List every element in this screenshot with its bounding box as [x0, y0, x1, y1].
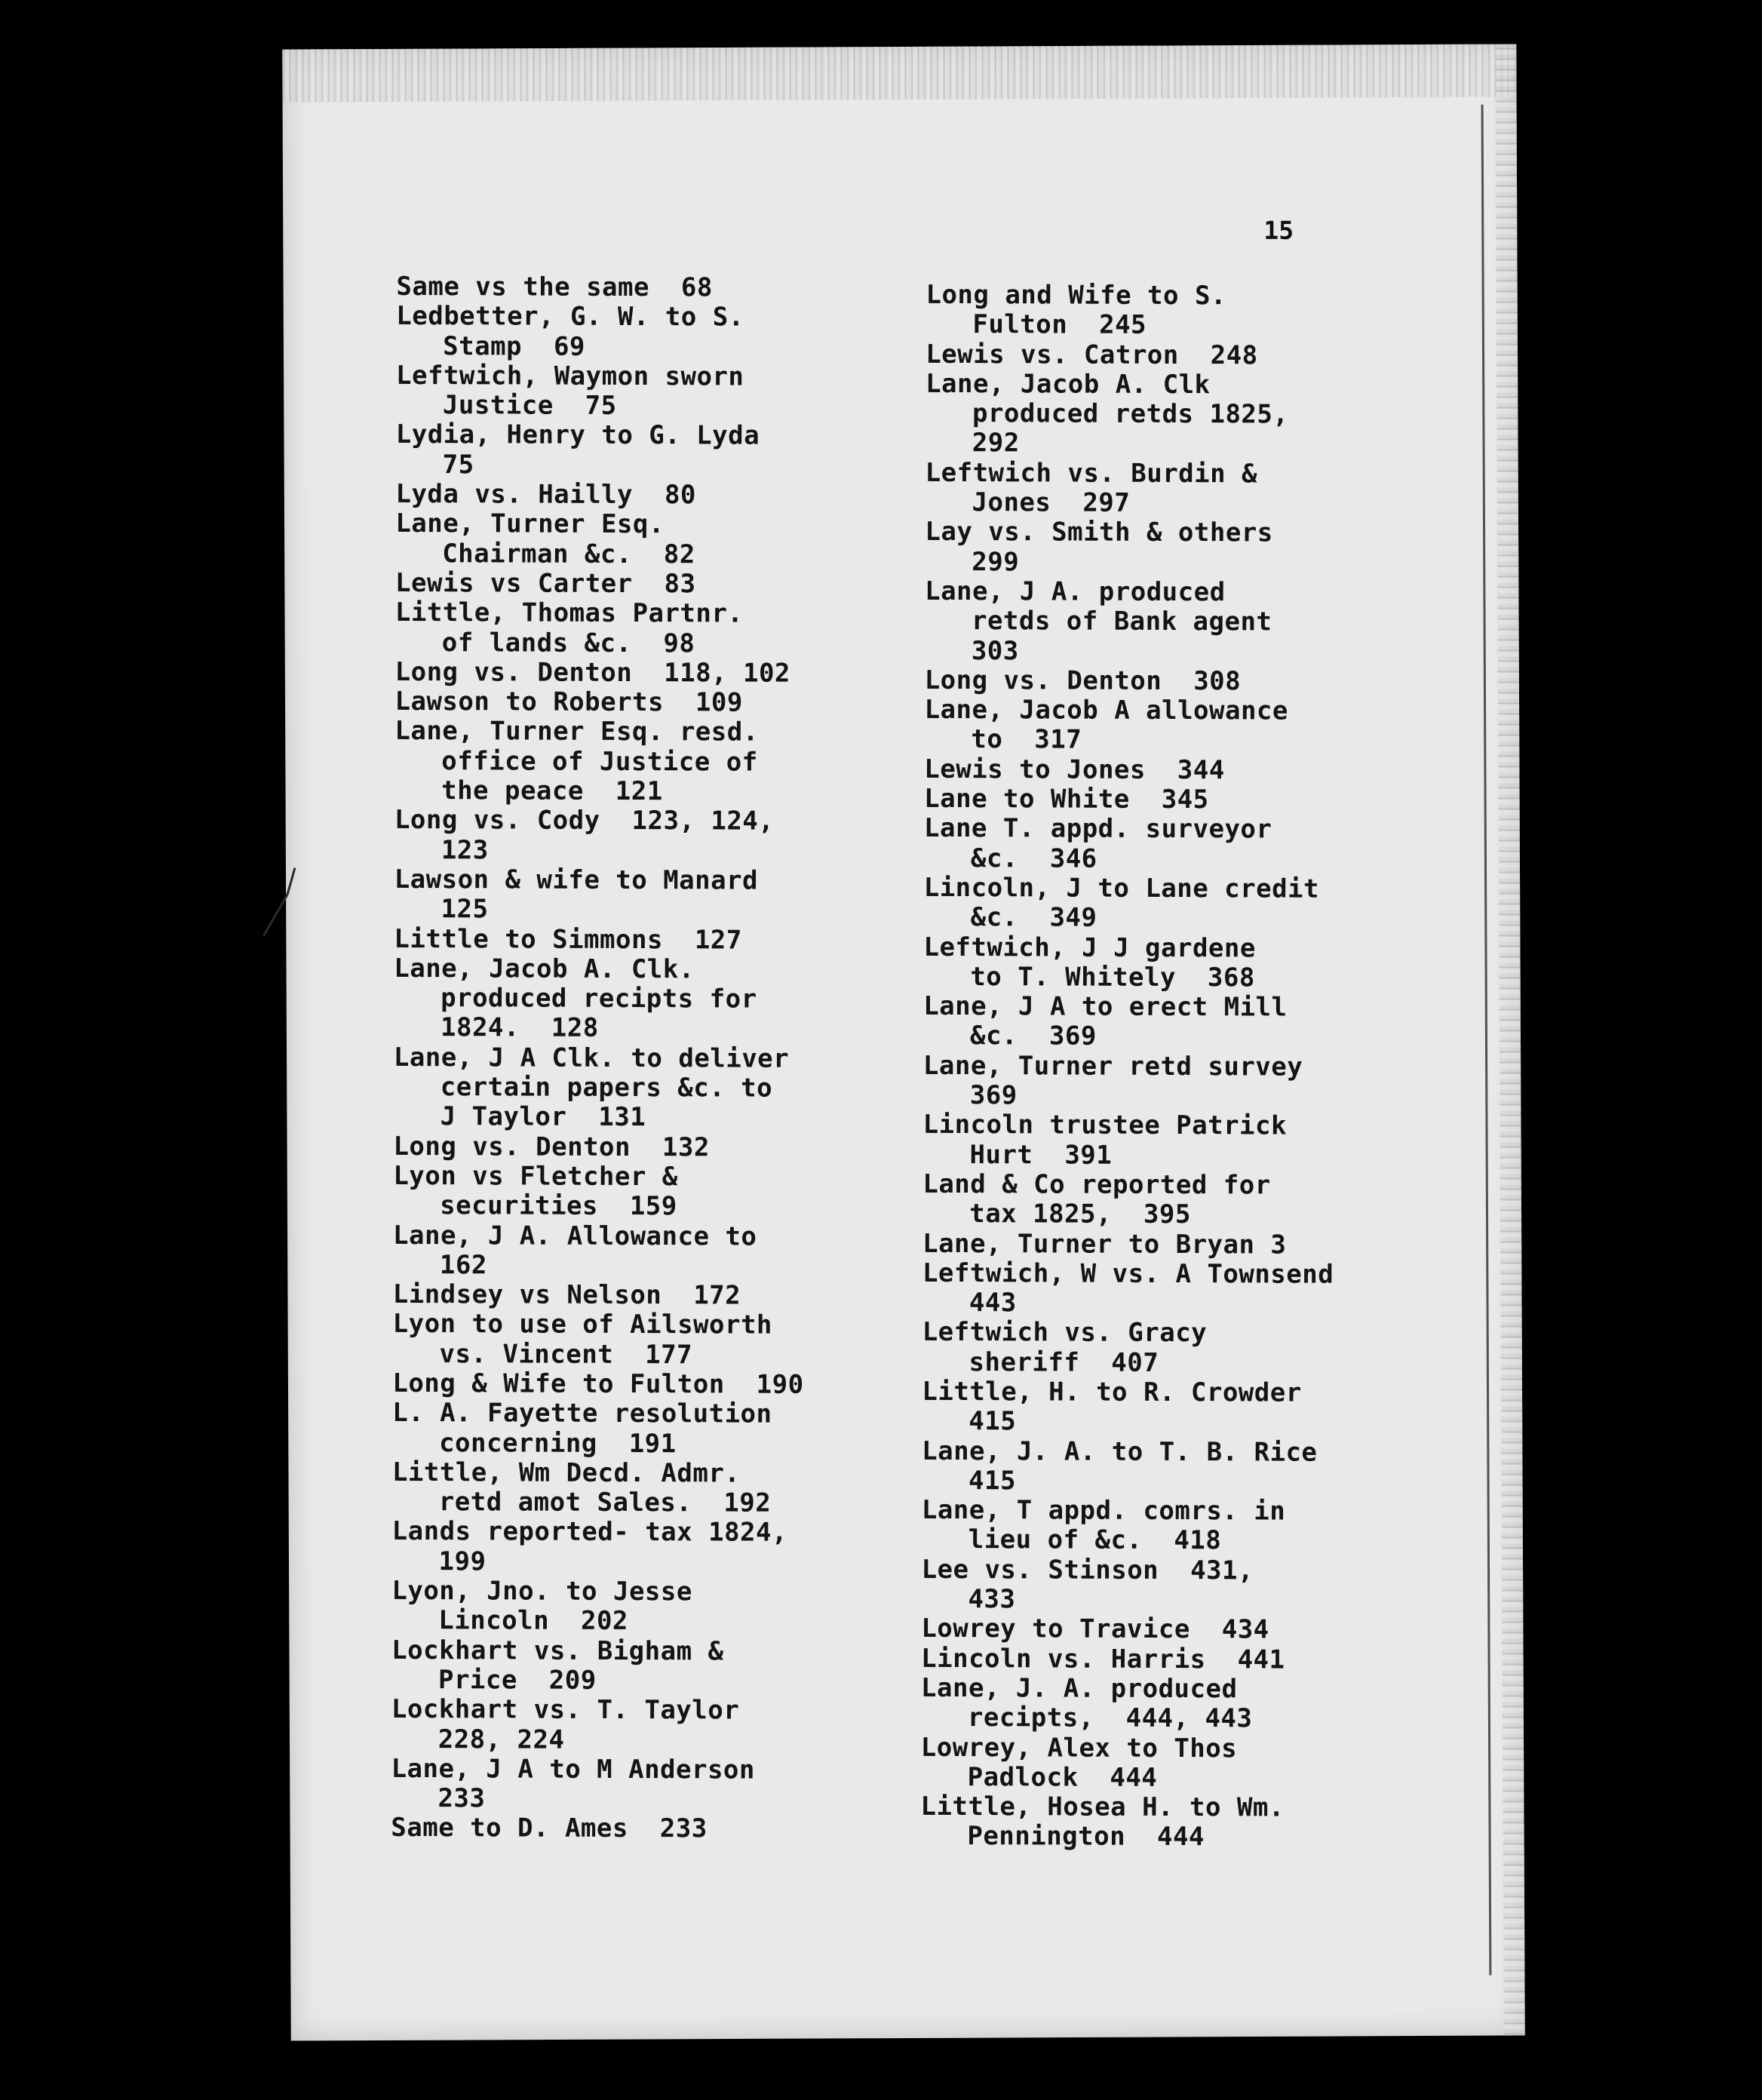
index-entry-continuation: retd amot Sales. 192	[438, 1487, 772, 1518]
index-entry-line: Leftwich, Waymon sworn	[395, 360, 744, 392]
index-entry	[921, 1614, 1332, 1645]
index-entry	[394, 687, 806, 718]
index-entry-continuation: Jones 297	[972, 487, 1131, 518]
index-entry-continuation: of lands &c. 98	[441, 627, 695, 659]
index-entry-continuation: retds of Bank agent	[971, 606, 1272, 637]
index-entry-line: Lane, Turner retd survey	[922, 1050, 1303, 1082]
index-entry	[391, 1755, 802, 1815]
index-entry-continuation: office of Justice of	[441, 745, 758, 778]
index-entry-continuation: 75	[442, 449, 474, 480]
index-entry-continuation: Justice 75	[442, 390, 617, 422]
index-entry	[392, 1369, 803, 1400]
index-entry-line: Long vs. Denton 118, 102	[394, 656, 791, 689]
index-entry-line: Lane, T appd. comrs. in	[921, 1495, 1286, 1527]
index-entry-line: Lane, Jacob A. Clk	[926, 368, 1211, 401]
index-entry	[392, 1309, 803, 1370]
index-entry-continuation: 292	[972, 428, 1020, 459]
index-entry-line: Lawson & wife to Manard	[394, 864, 759, 896]
index-entry-line: Leftwich, J J gardene	[923, 932, 1256, 963]
index-entry-line: Lowrey, Alex to Thos	[920, 1732, 1238, 1764]
index-entry-line: Lyda vs. Hailly 80	[395, 479, 697, 511]
index-entry	[923, 992, 1334, 1052]
index-entry-line: Little, Hosea H. to Wm.	[920, 1791, 1285, 1823]
index-entry	[395, 509, 806, 570]
index-entry-continuation: &c. 369	[970, 1021, 1097, 1052]
index-entry-line: L. A. Fayette resolution	[392, 1398, 772, 1429]
index-entry-line: Lyon vs Fletcher &	[393, 1160, 678, 1193]
index-entry-line: Lane, J A. Allowance to	[393, 1220, 757, 1252]
index-entry-line: Lane, J A. produced	[925, 576, 1226, 608]
index-entry-continuation: Fulton 245	[972, 309, 1147, 341]
index-entry-continuation: 199	[438, 1546, 487, 1577]
index-entry	[395, 658, 806, 689]
index-entry-continuation: produced retds 1825,	[972, 398, 1289, 430]
index-entry	[924, 784, 1335, 815]
index-entry	[394, 717, 806, 807]
index-column-right	[920, 281, 1337, 1853]
index-entry-continuation: 443	[968, 1288, 1017, 1319]
index-entry-continuation: Chairman &c. 82	[442, 538, 695, 570]
index-entry-line: Leftwich vs. Gracy	[922, 1317, 1208, 1349]
index-entry-continuation: Stamp 69	[443, 330, 586, 362]
index-entry	[923, 1052, 1334, 1112]
index-entry-line: Lane, J. A. to T. B. Rice	[922, 1435, 1318, 1468]
index-entry	[921, 1644, 1332, 1675]
index-entry	[921, 1674, 1332, 1734]
index-entry-continuation: Lincoln 202	[438, 1605, 629, 1637]
index-entry-line: Lane, J A to erect Mill	[923, 990, 1288, 1023]
index-entry	[925, 459, 1336, 519]
index-entry-continuation: 415	[968, 1406, 1017, 1437]
index-entry	[395, 569, 806, 600]
index-entry	[922, 1170, 1334, 1230]
index-entry-continuation: produced recipts for	[440, 983, 757, 1015]
index-entry	[923, 932, 1334, 993]
index-entry	[922, 1377, 1333, 1438]
index-entry-continuation: 228, 224	[437, 1724, 565, 1755]
paper-top-edge	[282, 44, 1516, 102]
index-entry	[926, 281, 1337, 341]
index-entry-continuation: recipts, 444, 443	[967, 1702, 1253, 1734]
index-entry-line: Long and Wife to S.	[926, 279, 1227, 312]
index-entry-line: Lincoln vs. Harris 441	[921, 1643, 1285, 1675]
index-entry-line: Lane, Jacob A. Clk.	[394, 953, 695, 985]
index-entry-line: Little, Wm Decd. Admr.	[391, 1457, 741, 1489]
index-entry-line: Same to D. Ames 233	[391, 1813, 708, 1844]
index-entry-line: Lyon to use of Ailsworth	[392, 1309, 773, 1341]
index-entry-line: Lincoln, J to Lane credit	[923, 872, 1320, 904]
index-entry-line: Lockhart vs. T. Taylor	[391, 1694, 740, 1726]
index-entry-line: Lowrey to Travice 434	[921, 1613, 1269, 1645]
index-entry	[391, 1636, 803, 1696]
index-entry	[392, 1517, 803, 1577]
index-entry-line: Little, H. to R. Crowder	[922, 1376, 1302, 1408]
index-entry-line: Ledbetter, G. W. to S.	[396, 301, 744, 333]
index-entry-continuation: Hurt 391	[969, 1139, 1113, 1171]
index-entry-line: Lewis vs. Catron 248	[926, 339, 1258, 370]
index-entry-continuation: concerning 191	[439, 1427, 677, 1459]
index-entry-continuation: Padlock 444	[967, 1761, 1158, 1793]
index-entry-continuation: 162	[439, 1249, 487, 1281]
index-entry	[921, 1733, 1332, 1793]
index-entry-continuation: 369	[969, 1080, 1018, 1111]
index-entry-line: Leftwich, W vs. A Townsend	[922, 1257, 1334, 1290]
index-entry-line: Lay vs. Smith & others	[925, 517, 1273, 548]
index-entry	[922, 1318, 1334, 1378]
index-entry	[922, 1496, 1333, 1556]
index-entry-line: Land & Co reported for	[922, 1168, 1271, 1201]
index-entry	[924, 814, 1335, 874]
index-entry	[395, 480, 806, 511]
index-entry-line: Lydia, Henry to G. Lyda	[395, 419, 760, 452]
index-entry	[396, 272, 807, 303]
index-entry-continuation: 123	[440, 834, 489, 865]
index-entry	[396, 420, 807, 480]
index-entry-continuation: securities 159	[440, 1190, 677, 1222]
index-entry	[393, 1132, 804, 1163]
index-entry-continuation: sheriff 407	[968, 1346, 1159, 1378]
index-entry-continuation: 299	[972, 546, 1020, 577]
index-entry-continuation: 303	[971, 635, 1019, 666]
index-entry-line: Lewis to Jones 344	[924, 754, 1225, 785]
index-entry	[924, 873, 1335, 934]
index-entry-line: Long vs. Cody 123, 124,	[394, 805, 775, 837]
index-entry-line: Lane T. appd. surveyor	[923, 813, 1272, 845]
index-entry	[391, 1577, 803, 1637]
index-entry	[396, 361, 807, 422]
index-entry	[926, 339, 1337, 370]
index-entry	[925, 577, 1337, 668]
index-entry-line: Lee vs. Stinson 431,	[921, 1554, 1254, 1586]
index-entry-line: Lane, J A Clk. to deliver	[393, 1042, 790, 1074]
index-entry	[922, 1229, 1334, 1260]
index-entry-line: Leftwich vs. Burdin &	[925, 457, 1258, 490]
index-entry-line: Lane, J A to M Anderson	[391, 1753, 755, 1785]
index-entry-continuation: J Taylor 131	[440, 1101, 646, 1133]
index-entry-line: Lane, Turner Esq.	[395, 508, 665, 540]
index-entry-continuation: &c. 349	[970, 902, 1097, 933]
index-entry-line: Long vs. Denton 308	[924, 665, 1242, 697]
index-column-left	[391, 272, 807, 1845]
index-entry-continuation: the peace 121	[441, 775, 663, 807]
index-entry-line: Lane to White 345	[924, 783, 1209, 815]
index-entry-continuation: lieu of &c. 418	[968, 1524, 1222, 1556]
index-entry-line: Little to Simmons 127	[394, 923, 742, 956]
index-entry-line: Lyon, Jno. to Jesse	[391, 1575, 692, 1607]
index-entry-line: Long vs. Denton 132	[393, 1131, 710, 1162]
index-entry	[922, 1110, 1334, 1171]
index-entry	[394, 865, 806, 926]
index-entry	[392, 1398, 803, 1459]
index-entry	[391, 1695, 803, 1755]
index-entry	[922, 1436, 1333, 1497]
index-entry-line: Lane, Jacob A allowance	[924, 695, 1288, 726]
index-entry	[925, 666, 1336, 697]
index-entry	[924, 695, 1335, 756]
index-entry	[925, 517, 1336, 578]
index-entry-line: Lane, Turner Esq. resd.	[394, 716, 759, 748]
index-entry	[391, 1813, 802, 1844]
index-entry-line: Lockhart vs. Bigham &	[391, 1635, 724, 1667]
index-entry-continuation: Pennington 444	[967, 1821, 1205, 1853]
index-entry	[396, 302, 807, 362]
index-entry	[392, 1458, 803, 1518]
index-entry-line: Lincoln trustee Patrick	[922, 1110, 1288, 1141]
index-entry-continuation: tax 1825, 395	[969, 1199, 1191, 1230]
index-entry-continuation: 233	[437, 1783, 486, 1814]
index-entry	[393, 1162, 804, 1222]
index-entry-continuation: 415	[968, 1465, 1017, 1497]
index-entry-line: Lewis vs Carter 83	[395, 567, 696, 600]
index-entry-line: Same vs the same 68	[396, 271, 713, 303]
index-entry-continuation: to 317	[971, 724, 1082, 756]
index-entry	[394, 806, 806, 866]
document-page	[282, 44, 1525, 2040]
index-entry	[394, 954, 806, 1045]
margin-pen-mark	[257, 864, 302, 947]
index-entry-line: Long & Wife to Fulton 190	[392, 1368, 804, 1400]
index-entry	[395, 598, 806, 659]
paper-right-edge	[1495, 44, 1525, 2035]
index-entry-continuation: vs. Vincent 177	[439, 1338, 693, 1370]
index-entry-continuation: to T. Whitely 368	[970, 961, 1255, 993]
binding-rule	[1481, 105, 1492, 1976]
index-entry-line: Lands reported- tax 1824,	[391, 1516, 788, 1549]
index-entry	[926, 370, 1337, 460]
page-number: 15	[1263, 215, 1294, 245]
index-entry-continuation: 1824. 128	[440, 1012, 599, 1044]
index-entry-continuation: Price 209	[437, 1665, 597, 1696]
index-entry	[924, 755, 1335, 786]
index-entry-continuation: certain papers &c. to	[440, 1072, 773, 1104]
index-entry	[921, 1555, 1332, 1616]
index-entry-continuation: 433	[968, 1584, 1016, 1615]
index-entry-line: Little, Thomas Partnr.	[394, 597, 744, 629]
index-entry-continuation: 125	[440, 894, 489, 925]
index-entry	[394, 924, 805, 955]
index-entry-line: Lawson to Roberts 109	[394, 686, 743, 718]
index-entry	[922, 1259, 1334, 1319]
index-entry-line: Lane, J. A. produced	[921, 1672, 1238, 1705]
index-entry	[394, 1043, 806, 1134]
index-entry	[393, 1280, 804, 1311]
index-entry	[393, 1220, 804, 1281]
index-entry	[920, 1792, 1331, 1853]
index-entry-line: Lane, Turner to Bryan 3	[922, 1228, 1287, 1260]
index-entry-line: Lindsey vs Nelson 172	[392, 1279, 741, 1311]
index-entry-continuation: &c. 346	[970, 843, 1097, 874]
